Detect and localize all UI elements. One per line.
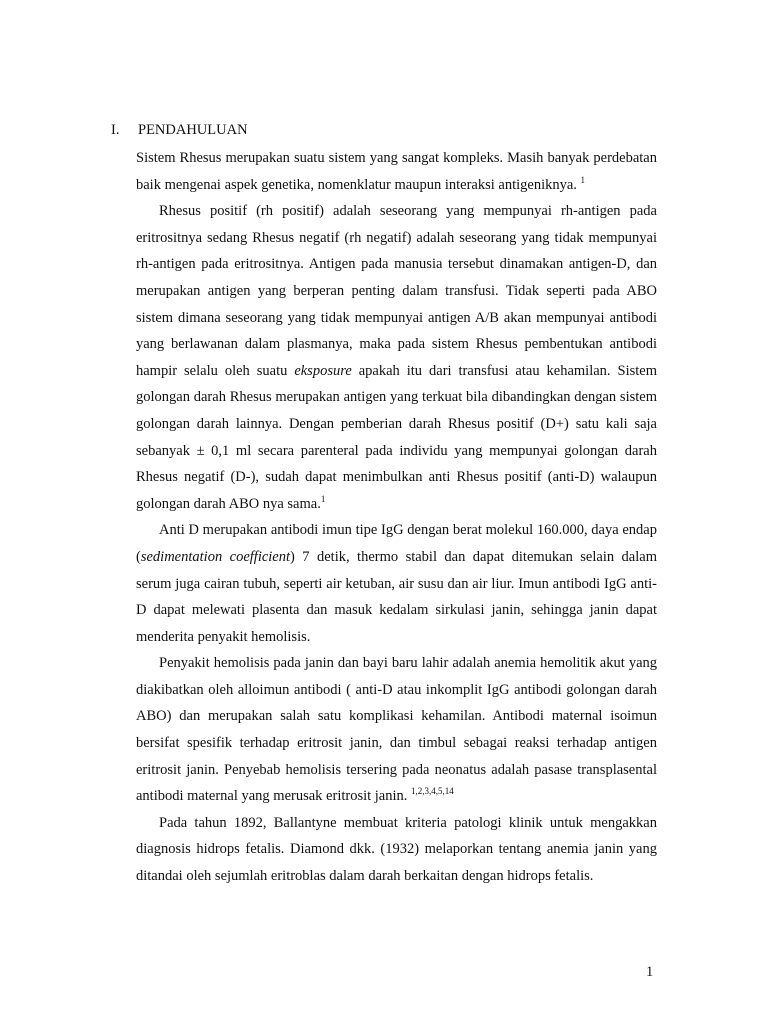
body-text (136, 145, 657, 890)
paragraph-3-text-part2: ) 7 detik, thermo stabil dan dapat ditemukan selain dalam serum juga cairan tubuh, seperti air ketuban, air susu dan air liur. Imun antibodi IgG anti-D dapat melewati plasenta dan masuk kedalam sirkulasi janin, sehingga janin dapat menderita penyakit hemolisis. (136, 548, 657, 645)
citation-ref: 1,2,3,4,5,14 (411, 786, 454, 797)
paragraph-2 (136, 198, 657, 517)
paragraph-5 (136, 810, 657, 890)
paragraph-4 (136, 650, 657, 810)
paragraph-3-text-part1: Anti D merupakan antibodi imun tipe IgG dengan berat molekul 160.000, daya endap ( (136, 522, 657, 565)
paragraph-4-text: Penyakit hemolisis pada janin dan bayi baru lahir adalah anemia hemolitik akut yang diakibatkan oleh alloimun antibodi ( anti-D atau inkomplit IgG antibodi golongan darah ABO) dan merupakan salah satu komplikasi kehamilan. Antibodi maternal isoimun bersifat spesifik terhadap eritrosit janin, dan timbul sebagai reaksi terhadap antigen eritrosit janin. Penyebab hemolisis tersering pada neonatus adalah pasase transplasental antibodi maternal yang merusak eritrosit janin. (136, 655, 657, 805)
section-heading (111, 120, 248, 140)
citation-ref: 1 (320, 493, 326, 504)
section-title: PENDAHULUAN (138, 122, 248, 138)
paragraph-1 (136, 145, 657, 198)
paragraph-2-text-part2: apakah itu dari transfusi atau kehamilan. Sistem golongan darah Rhesus merupakan antigen yang terkuat bila dibandingkan dengan sistem golongan darah lainnya. Dengan pemberian darah Rhesus positif (D+) satu kali saja sebanyak ± 0,1 ml secara parenteral pada individu yang mempunyai golongan darah Rhesus negatif (D-), sudah dapat menimbulkan anti Rhesus positif (anti-D) walaupun golongan darah ABO nya sama. (136, 362, 657, 512)
paragraph-3-italic-term: sedimentation coefficient (140, 548, 291, 565)
paragraph-2-italic-term: eksposure (294, 362, 352, 379)
paragraph-3 (136, 517, 657, 650)
section-number: I. (111, 122, 120, 138)
paragraph-2-text-part1: Rhesus positif (rh positif) adalah seseorang yang mempunyai rh-antigen pada eritrositnya sedang Rhesus negatif (rh negatif) adalah seseorang yang tidak mempunyai rh-antigen pada eritrositnya. Antigen pada manusia tersebut dinamakan antigen-D, dan merupakan antigen yang berperan penting dalam transfusi. Tidak seperti pada ABO sistem dimana seseorang yang tidak mempunyai antigen A/B akan mempunyai antibodi yang berlawanan dalam plasmanya, maka pada sistem Rhesus pembentukan antibodi hampir selalu oleh suatu (136, 203, 657, 379)
citation-ref: 1 (580, 174, 586, 185)
paragraph-5-text: Pada tahun 1892, Ballantyne membuat kriteria patologi klinik untuk mengakkan diagnosis hidrops fetalis. Diamond dkk. (1932) melaporkan tentang anemia janin yang ditandai oleh sejumlah eritroblas dalam darah berkaitan dengan hidrops fetalis. (136, 814, 657, 885)
paragraph-1-text: Sistem Rhesus merupakan suatu sistem yang sangat kompleks. Masih banyak perdebatan baik mengenai aspek genetika, nomenklatur maupun interaksi antigeniknya. (136, 150, 657, 193)
page-number: 1 (646, 964, 654, 980)
